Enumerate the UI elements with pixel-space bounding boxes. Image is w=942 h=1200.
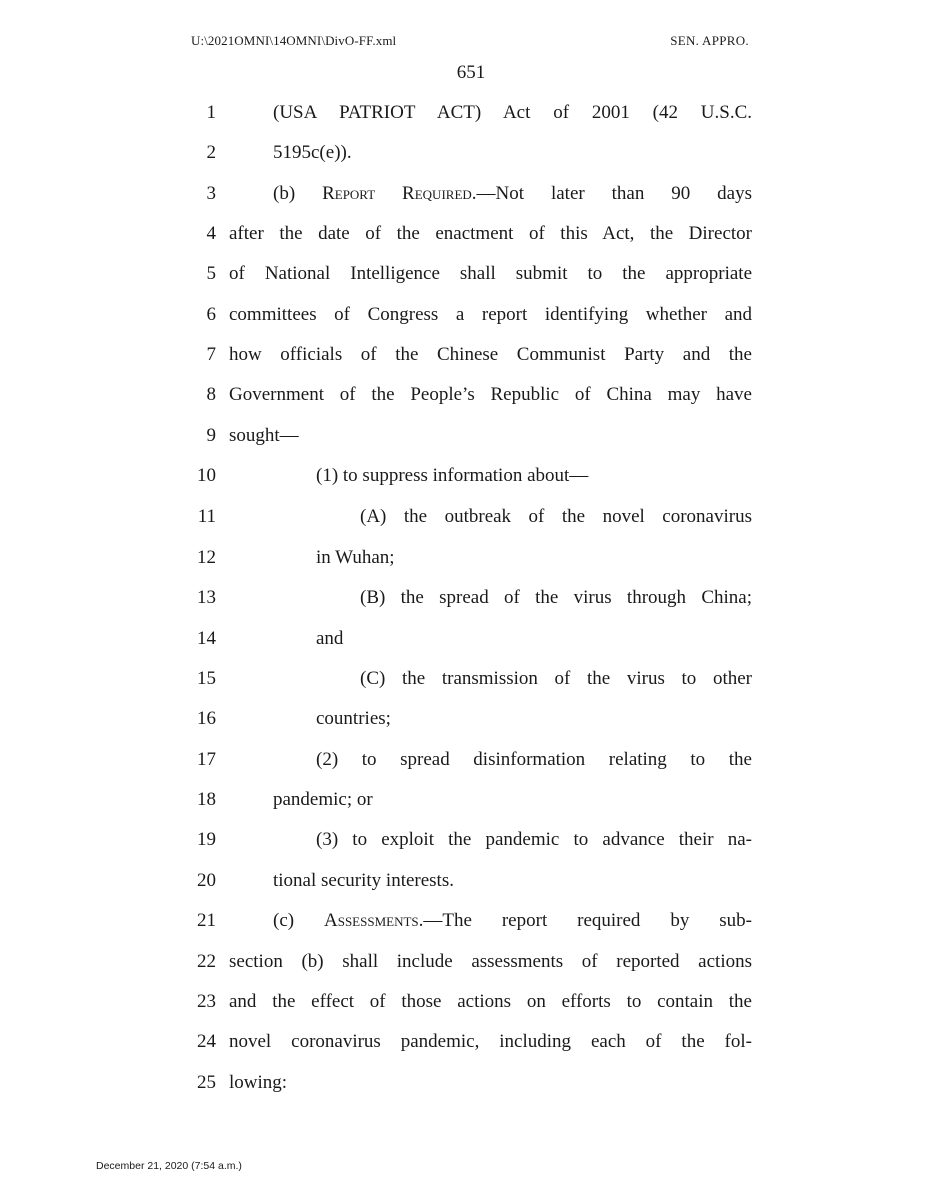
subsection-heading: Report Required. xyxy=(322,183,477,204)
bill-line xyxy=(0,785,942,815)
line-text: in Wuhan; xyxy=(316,547,395,568)
line-number: 25 xyxy=(197,1072,216,1093)
line-text: and the effect of those actions on efforts to contain the xyxy=(229,991,752,1012)
line-text: section (b) shall include assessments of reported actions xyxy=(229,951,752,972)
line-number: 21 xyxy=(197,910,216,931)
bill-line xyxy=(0,340,942,370)
line-text: (2) to spread disinformation relating to the xyxy=(316,749,752,770)
line-text: (USA PATRIOT ACT) Act of 2001 (42 U.S.C. xyxy=(273,102,752,123)
bill-line xyxy=(0,179,942,209)
line-text: (B) the spread of the virus through China; xyxy=(360,587,752,608)
line-text: committees of Congress a report identifying whether and xyxy=(229,304,752,325)
line-number: 24 xyxy=(197,1031,216,1052)
bill-line xyxy=(0,624,942,654)
line-text: novel coronavirus pandemic, including each of the fol- xyxy=(229,1031,752,1052)
line-number: 9 xyxy=(206,425,216,446)
file-path-header: U:\2021OMNI\14OMNI\DivO-FF.xml xyxy=(191,33,397,48)
line-number: 10 xyxy=(197,465,216,486)
line-text xyxy=(273,179,752,209)
bill-line xyxy=(0,421,942,451)
line-text: tional security interests. xyxy=(273,870,454,891)
page-number: 651 xyxy=(456,62,486,83)
subsection-text: —The report required by sub- xyxy=(423,910,752,931)
line-text: how officials of the Chinese Communist Party and the xyxy=(229,344,752,365)
print-timestamp: December 21, 2020 (7:54 a.m.) xyxy=(96,1160,242,1172)
bill-line xyxy=(0,866,942,896)
line-text: sought— xyxy=(229,425,299,446)
bill-line xyxy=(0,380,942,410)
bill-line xyxy=(0,138,942,168)
bill-line xyxy=(0,947,942,977)
line-text: countries; xyxy=(316,708,391,729)
line-text: pandemic; or xyxy=(273,789,373,810)
line-number: 19 xyxy=(197,829,216,850)
line-number: 3 xyxy=(206,183,216,204)
line-text: 5195c(e)). xyxy=(273,142,352,163)
subsection-text: —Not later than 90 days xyxy=(476,183,752,204)
subsection-heading: Assessments. xyxy=(324,910,424,931)
line-number: 1 xyxy=(206,102,216,123)
bill-line xyxy=(0,543,942,573)
bill-line xyxy=(0,461,942,491)
line-number: 20 xyxy=(197,870,216,891)
subsection-label: (b) xyxy=(273,183,323,204)
line-text xyxy=(273,906,752,936)
bill-line xyxy=(0,219,942,249)
line-number: 11 xyxy=(197,506,216,527)
line-text: and xyxy=(316,628,344,649)
line-text: (C) the transmission of the virus to other xyxy=(360,668,752,689)
line-number: 5 xyxy=(206,263,216,284)
bill-line xyxy=(0,1027,942,1057)
line-number: 7 xyxy=(206,344,216,365)
bill-line xyxy=(0,987,942,1017)
line-number: 6 xyxy=(206,304,216,325)
bill-line xyxy=(0,259,942,289)
line-text: lowing: xyxy=(229,1072,288,1093)
line-number: 2 xyxy=(206,142,216,163)
bill-line xyxy=(0,1068,942,1098)
line-number: 4 xyxy=(206,223,216,244)
line-number: 12 xyxy=(197,547,216,568)
line-number: 18 xyxy=(197,789,216,810)
line-number: 15 xyxy=(197,668,216,689)
line-number: 13 xyxy=(197,587,216,608)
line-number: 14 xyxy=(197,628,216,649)
line-text: (1) to suppress information about— xyxy=(316,465,589,486)
line-text: of National Intelligence shall submit to the appropriate xyxy=(229,263,752,284)
bill-line xyxy=(0,502,942,532)
committee-header: SEN. APPRO. xyxy=(670,33,749,48)
line-number: 16 xyxy=(197,708,216,729)
bill-line xyxy=(0,906,942,936)
bill-line xyxy=(0,745,942,775)
line-number: 8 xyxy=(206,384,216,405)
line-text: (3) to exploit the pandemic to advance their na- xyxy=(316,829,752,850)
bill-line xyxy=(0,300,942,330)
line-text: after the date of the enactment of this Act, the Director xyxy=(229,223,752,244)
bill-line xyxy=(0,583,942,613)
line-number: 22 xyxy=(197,951,216,972)
bill-line xyxy=(0,825,942,855)
bill-line xyxy=(0,704,942,734)
bill-line xyxy=(0,664,942,694)
subsection-label: (c) xyxy=(273,910,324,931)
line-text: Government of the People’s Republic of China may have xyxy=(229,384,752,405)
bill-line xyxy=(0,98,942,128)
line-number: 23 xyxy=(197,991,216,1012)
line-text: (A) the outbreak of the novel coronavirus xyxy=(360,506,752,527)
line-number: 17 xyxy=(197,749,216,770)
